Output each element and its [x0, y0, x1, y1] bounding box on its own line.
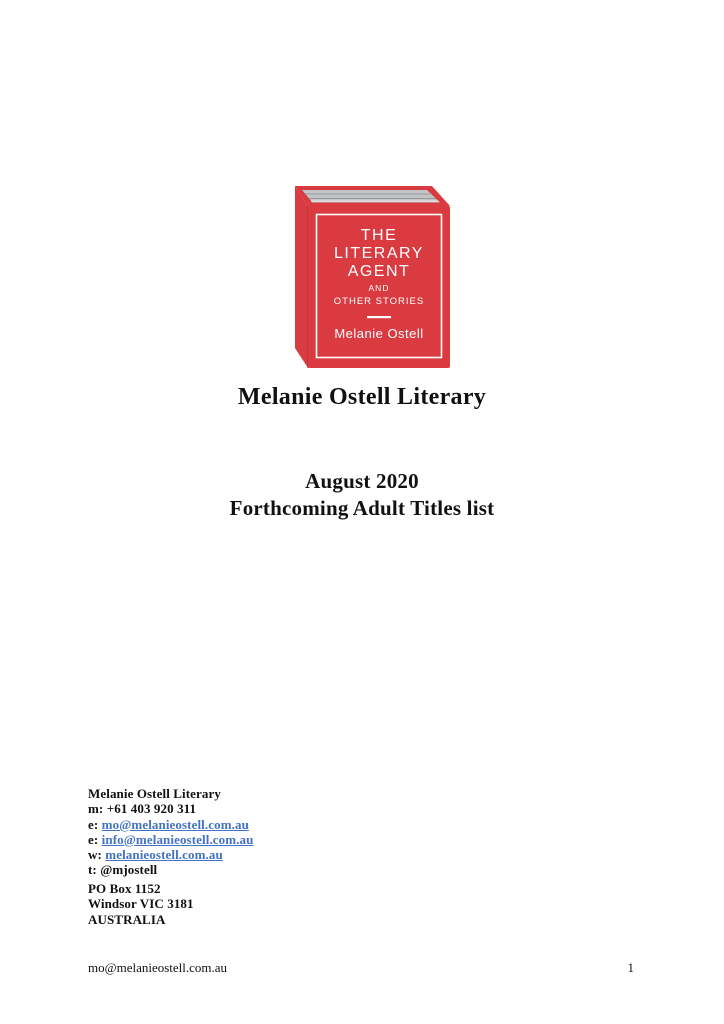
address-block	[88, 881, 194, 927]
contact-block	[88, 786, 253, 878]
footer-email: mo@melanieostell.com.au	[88, 960, 228, 975]
contact-email1-label: e:	[88, 816, 99, 832]
contact-mobile-label: m:	[88, 801, 104, 817]
book-cover-graphic	[285, 183, 450, 373]
page-footer	[88, 960, 634, 976]
document-subtitle	[0, 468, 724, 522]
contact-email1-link[interactable]: mo@melanieostell.com.au	[101, 816, 249, 832]
footer-page-number: 1	[627, 960, 634, 975]
contact-email2-label: e:	[88, 831, 99, 847]
contact-twitter-handle: @mjostell	[100, 862, 158, 878]
page-title: Melanie Ostell Literary	[237, 384, 487, 410]
book-subtitle-line-2: OTHER STORIES	[333, 296, 425, 307]
subtitle-month: August 2020	[305, 469, 419, 493]
book-spine	[295, 186, 308, 368]
book-title-line-1: THE	[360, 227, 398, 244]
contact-email1-row	[88, 817, 253, 832]
contact-twitter-row	[88, 862, 253, 877]
contact-name: Melanie Ostell Literary	[88, 786, 221, 801]
contact-website-row	[88, 847, 253, 862]
subtitle-description: Forthcoming Adult Titles list	[229, 496, 495, 520]
contact-mobile-value: +61 403 920 311	[106, 801, 197, 817]
address-po-box: PO Box 1152	[88, 881, 161, 896]
book-title-line-3: AGENT	[347, 263, 411, 280]
contact-website-link[interactable]: melanieostell.com.au	[105, 847, 223, 863]
book-cover-divider	[367, 316, 391, 318]
address-country: AUSTRALIA	[88, 911, 166, 927]
contact-website-label: w:	[88, 847, 102, 863]
contact-email2-row	[88, 832, 253, 847]
book-cover-image	[285, 183, 450, 373]
book-title-line-2: LITERARY	[334, 245, 424, 262]
contact-mobile-row	[88, 801, 253, 816]
contact-email2-link[interactable]: info@melanieostell.com.au	[101, 831, 254, 847]
contact-twitter-label: t:	[88, 862, 97, 878]
book-subtitle-line-1: AND	[368, 283, 390, 293]
book-author: Melanie Ostell	[334, 326, 424, 341]
address-city: Windsor VIC 3181	[88, 896, 194, 912]
